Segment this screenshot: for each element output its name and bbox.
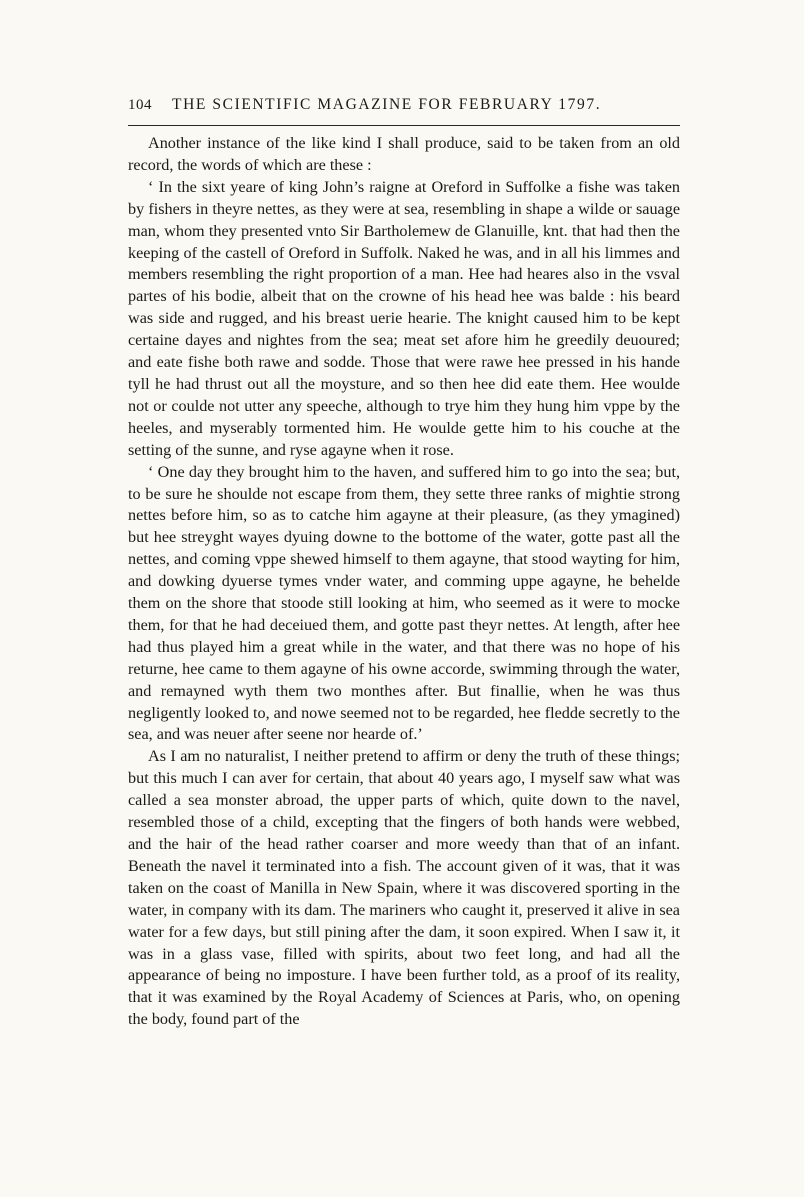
- printed-page: [128, 96, 680, 1031]
- journal-title: THE SCIENTIFIC MAGAZINE FOR FEBRUARY 1797.: [172, 96, 602, 113]
- paragraph-commentary: As I am no naturalist, I neither pretend to affirm or deny the truth of these things; but this much I can aver for certain, that about 40 years ago, I myself saw what was called a sea monster abroad, the upper parts of which, quite down to the navel, resembled those of a child, excepting that the fingers of both hands were webbed, and the hair of the head rather coarser and more weedy than that of an infant. Beneath the navel it terminated into a fish. The account given of it was, that it was taken on the coast of Manilla in New Spain, where it was discovered sporting in the water, in company with its dam. The mariners who caught it, preserved it alive in sea water for a few days, but still pining after the dam, it soon expired. When I saw it, it was in a glass vase, filled with spirits, about two feet long, and had all the appearance of being no imposture. I have been further told, as a proof of its reality, that it was examined by the Royal Academy of Sciences at Paris, who, on opening the body, found part of the: [128, 747, 680, 1029]
- paragraph-quote-1: ‘ In the sixt yeare of king John’s raigne at Oreford in Suffolke a fishe was taken by fishers in theyre nettes, as they were at sea, resembling in shape a wilde or sauage man, whom they presented vnto Sir Bartholemew de Glanuille, knt. that had then the keeping of the castell of Oreford in Suffolk. Naked he was, and in all his limmes and members resembling the right proportion of a man. Hee had heares also in the vsval partes of his bodie, albeit that on the crowne of his head hee was balde : his beard was side and rugged, and his breast uerie hearie. The knight caused him to be kept certaine dayes and nightes from the sea; meat set afore him he greedily deuoured; and eate fishe both rawe and sodde. Those that were rawe hee pressed in his hande tyll he had thrust out all the moysture, and so then hee did eate them. Hee woulde not or coulde not utter any speeche, although to trye him they hung him vppe by the heeles, and myserably tormented him. He woulde gette him to his couche at the setting of the sunne, and ryse agayne when it rose.: [128, 177, 680, 459]
- paragraph-intro: Another instance of the like kind I shall produce, said to be taken from an old record, the words of which are these :: [128, 134, 680, 174]
- running-head: [128, 96, 680, 126]
- article-body: [128, 133, 680, 1031]
- paragraph-quote-2: ‘ One day they brought him to the haven, and suffered him to go into the sea; but, to be sure he shoulde not escape from them, they sette three ranks of mightie strong nettes before him, so as to catche him agayne at their pleasure, (as they ymagined) but hee streyght wayes dyuing downe to the bottome of the water, gotte past all the nettes, and coming vppe shewed himself to them agayne, that stood wayting for him, and dowking dyuerse tymes vnder water, and comming uppe agayne, he behelde them on the shore that stoode still looking at him, who seemed as it were to mocke them, for that he had deceiued them, and gotte past theyr nettes. At length, after hee had thus played him a great while in the water, and that there was no hope of his returne, hee came to them agayne of his owne accorde, swimming through the water, and remayned wyth them two monthes after. But finallie, when he was thus negligently looked to, and nowe seemed not to be regarded, hee fledde secretly to the sea, and was neuer after seene nor hearde of.’: [128, 462, 680, 744]
- page-number: 104: [128, 97, 152, 113]
